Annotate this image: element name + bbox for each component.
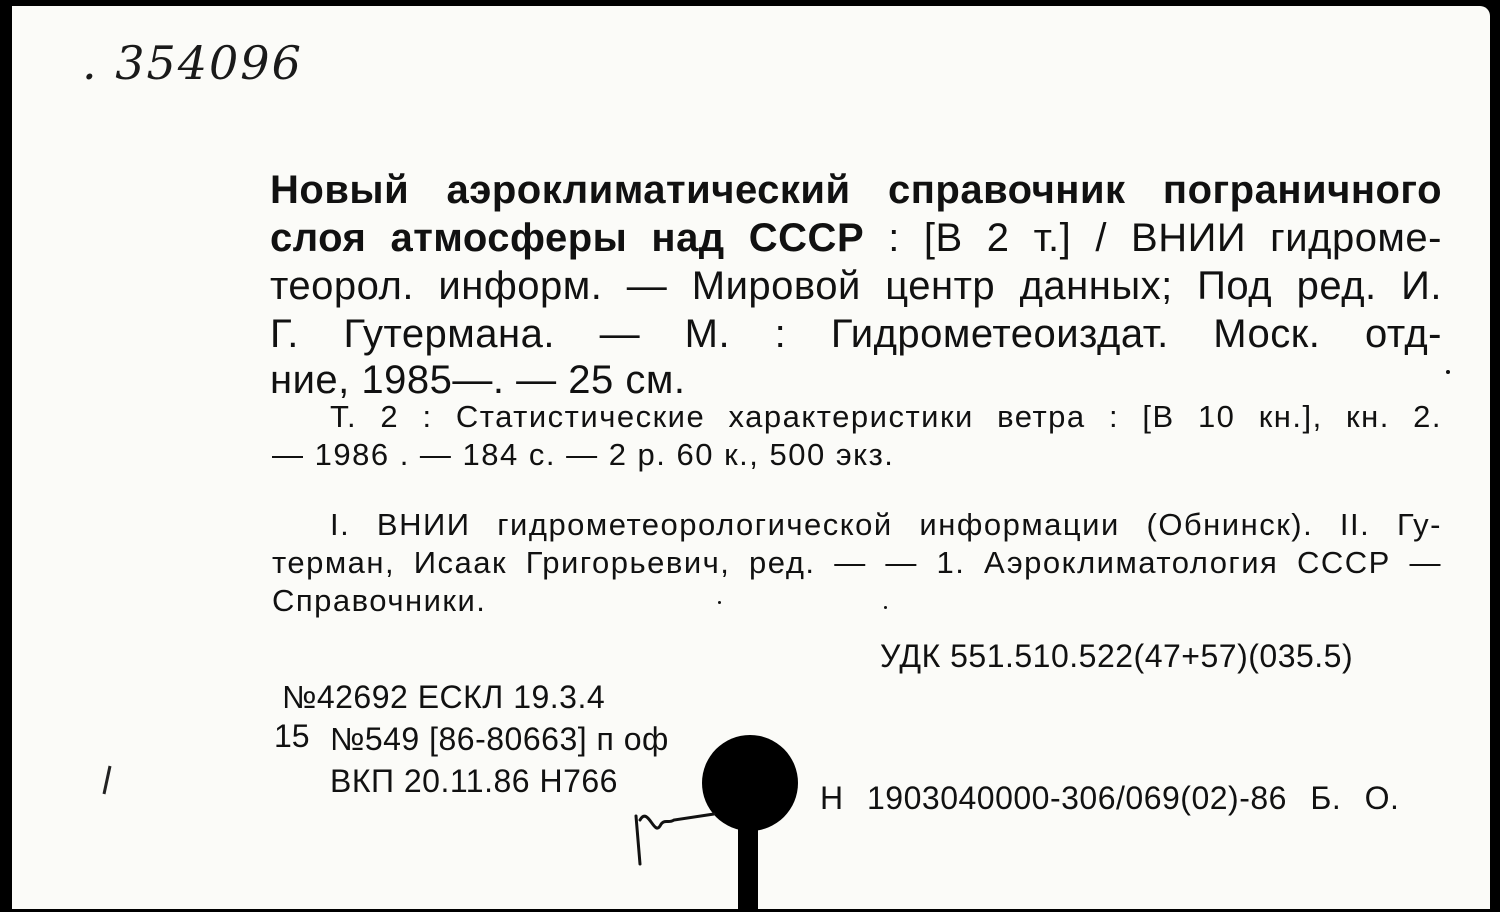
pencil-mark: [100, 764, 114, 814]
title-line-3: теорол. информ. — Мировой центр данных; Под ред. И.: [270, 264, 1442, 308]
tracing-line-3: Справочники.: [272, 583, 487, 618]
catalog-line-1: №42692 ЕСКЛ 19.3.4: [282, 679, 606, 715]
handwritten-inventory-number: . 354096: [82, 36, 303, 90]
volume-line-1: Т. 2 : Статистические характеристики ветра : [В 10 кн.], кн. 2.: [330, 399, 1442, 434]
tracing-line-2: терман, Исаак Григорьевич, ред. — — 1. Аэроклиматология СССР —: [272, 545, 1442, 580]
title-line-5: ние, 1985—. — 25 см.: [270, 358, 686, 402]
handwritten-initials-mark: [630, 796, 720, 876]
catalog-line-3: ВКП 20.11.86 Н766: [330, 763, 618, 799]
catalog-rod: [738, 806, 758, 909]
tracing-line-1: I. ВНИИ гидрометеорологической информации (Обнинск). II. Гу-: [330, 507, 1442, 542]
classification-code: Н 1903040000-306/069(02)-86 Б. О.: [820, 780, 1400, 816]
side-number: 15: [274, 718, 310, 754]
title-line-4: Г. Гутермана. — М. : Гидрометеоиздат. Моск. отд-: [270, 312, 1442, 356]
dust-speck: [1446, 370, 1450, 374]
udk-code: УДК 551.510.522(47+57)(035.5): [880, 638, 1354, 674]
catalog-card: [12, 6, 1490, 909]
dust-speck: [718, 601, 721, 604]
dust-speck: [884, 606, 887, 609]
title-line-1: Новый аэроклиматический справочник пограничного: [270, 168, 1442, 212]
title-line-2: слоя атмосферы над СССР : [В 2 т.] / ВНИИ гидроме-: [270, 216, 1443, 260]
volume-line-2: — 1986 . — 184 с. — 2 р. 60 к., 500 экз.: [272, 437, 895, 472]
catalog-line-2: №549 [86-80663] п оф: [330, 721, 669, 757]
